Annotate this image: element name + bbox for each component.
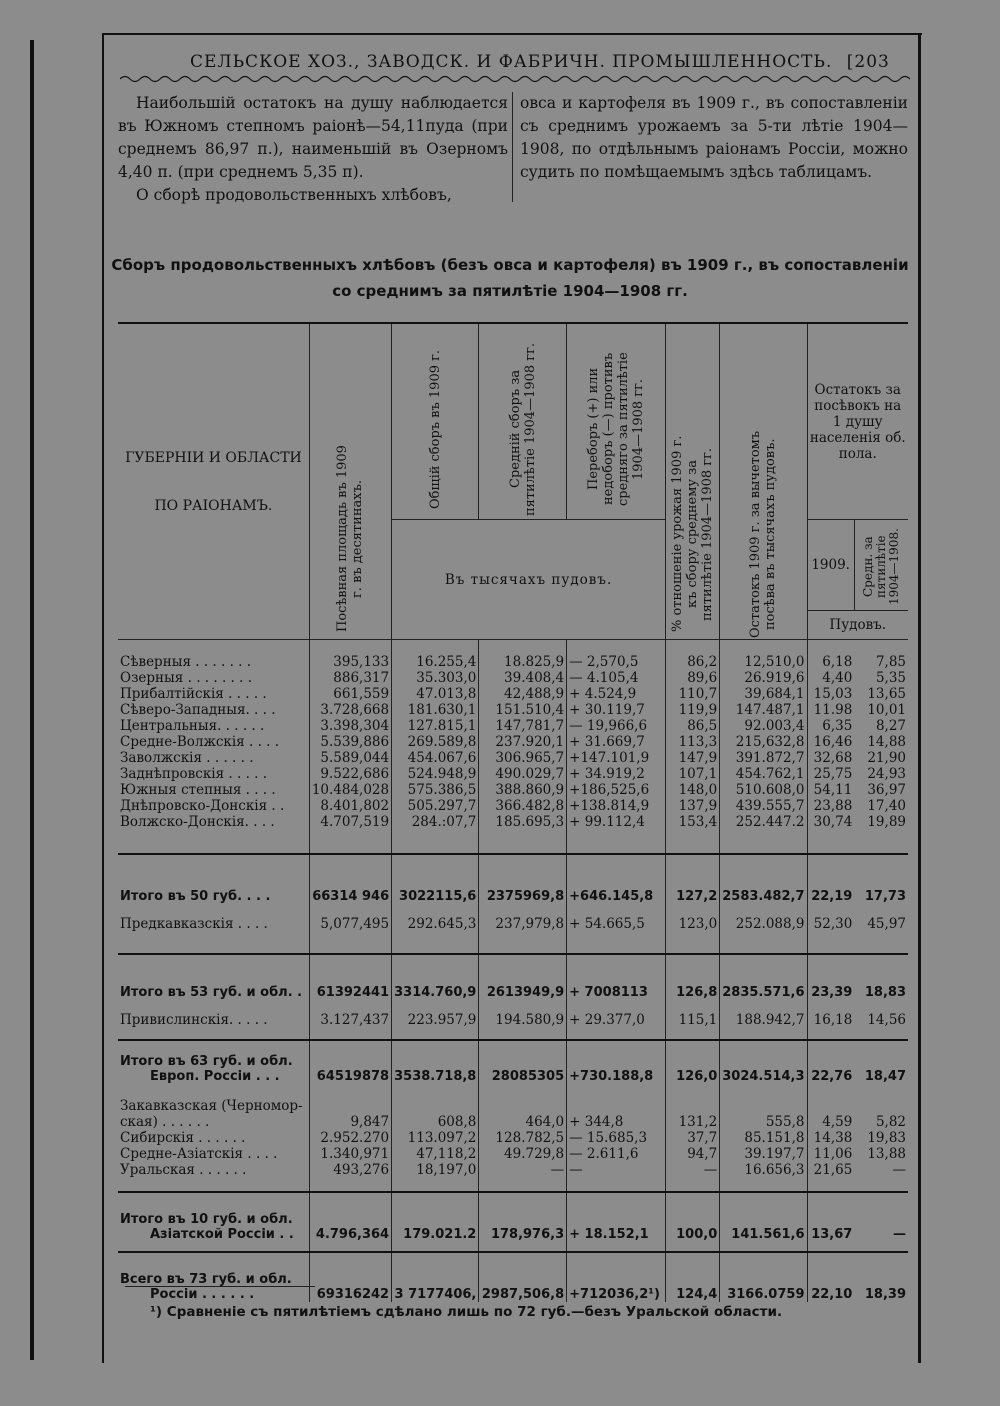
rest-cell: 252.447.2 — [720, 814, 807, 830]
area-cell: 4.796,364 — [309, 1192, 391, 1242]
avg-cell: 2375969,8 — [479, 854, 567, 904]
percap-avg-cell: 13,88 — [867, 1145, 906, 1162]
row-label-line: Закавказская (Черномор- — [120, 1097, 303, 1114]
row-label: Предкавказскія . . . . — [120, 915, 268, 932]
total-cell: 284.:07,7 — [392, 814, 479, 830]
diff-header — [567, 323, 666, 520]
pct-cell: 110,7 — [665, 686, 719, 702]
avg-cell: 49.729,8 — [479, 1146, 567, 1162]
rest-cell: 454.762,1 — [720, 766, 807, 782]
rest-cell: 141.561,6 — [720, 1192, 807, 1242]
percap-1909-cell: 30,74 — [807, 814, 854, 830]
total-cell: 35.303,0 — [392, 670, 479, 686]
percap-avg-cell: 18,83 — [864, 984, 906, 1000]
avg-header — [479, 323, 567, 520]
avg-header-text: Средній сборъ за пятилѣтіе 1904—1908 гг. — [507, 342, 538, 516]
table-row — [118, 654, 908, 670]
row-label: Уральская . . . . . . — [120, 1161, 247, 1178]
table-row — [118, 1098, 908, 1130]
total-row — [118, 1040, 908, 1084]
percap-avg-cell: 19,83 — [867, 1129, 906, 1146]
header-row — [118, 323, 908, 520]
row-label: Днѣпровско-Донскія . . — [120, 797, 285, 814]
pct-cell: 37,7 — [665, 1130, 719, 1146]
spacer-row — [118, 932, 908, 954]
percap-avg-cell: 13,65 — [867, 685, 906, 702]
spacer-row — [118, 640, 908, 654]
row-label: Волжско-Донскія. . . . — [120, 813, 275, 830]
wavy-divider — [120, 74, 910, 84]
avg-cell: 194.580,9 — [479, 1000, 567, 1028]
percap-avg-cell: — — [892, 1161, 906, 1178]
row-label — [118, 1040, 309, 1084]
area-header — [309, 323, 391, 640]
percap-avg-cell: 24,93 — [867, 765, 906, 782]
area-cell: 10.484,028 — [309, 782, 391, 798]
row-label-line: Россіи . . . . . . — [150, 1286, 255, 1302]
percap-avg-cell: 18,47 — [864, 1068, 906, 1084]
avg-cell: 39.408,4 — [479, 670, 567, 686]
total-cell: 3 7177406, — [392, 1252, 479, 1302]
total-cell: 454.067,6 — [392, 750, 479, 766]
diff-cell: + 30.119,7 — [567, 702, 666, 718]
spacer-row — [118, 830, 908, 854]
row-label: Сѣверныя . . . . . . . — [120, 653, 252, 670]
diff-cell: + 99.112,4 — [567, 814, 666, 830]
rest-cell: 39.197,7 — [720, 1146, 807, 1162]
total-cell: 47.013,8 — [392, 686, 479, 702]
avg-cell: 388.860,9 — [479, 782, 567, 798]
diff-header-text: Переборъ (+) или недоборъ (—) противъ средняго за пятилѣтіе 1904—1908 гг. — [586, 352, 647, 506]
pct-cell: 107,1 — [665, 766, 719, 782]
rest-cell: 12,510,0 — [720, 654, 807, 670]
intro-paragraph: овса и картофеля въ 1909 г., въ сопоставленіи съ среднимъ урожаемъ за 5-ти лѣтіе 1904—1908, по отдѣльнымъ раіонамъ Россіи, можно судить по помѣщаемымъ здѣсь таблицамъ. — [520, 94, 908, 181]
row-label — [118, 1252, 309, 1302]
total-cell: 18,197,0 — [392, 1162, 479, 1178]
pct-header — [665, 323, 719, 640]
total-cell: 575.386,5 — [392, 782, 479, 798]
percap-avg-cell: 18,39 — [864, 1286, 906, 1302]
table-row — [118, 686, 908, 702]
avg-percap-header-text: Средн. за пятилѣтіе 1904—1908. — [860, 528, 901, 606]
avg-cell: 237.920,1 — [479, 734, 567, 750]
avg-cell: 306.965,7 — [479, 750, 567, 766]
percap-1909-cell: 16,18 — [807, 1000, 854, 1028]
rest-cell: 555,8 — [720, 1098, 807, 1130]
pct-cell: 137,9 — [665, 798, 719, 814]
total-cell: 608,8 — [392, 1098, 479, 1130]
year-1909-header: 1909. — [807, 520, 854, 611]
avg-cell: 237,979,8 — [479, 904, 567, 932]
row-label: Заднѣпровскія . . . . . — [120, 765, 268, 782]
row-label: Озерныя . . . . . . . . — [120, 669, 252, 686]
table-row — [118, 734, 908, 750]
rest-cell: 92.003,4 — [720, 718, 807, 734]
row-label: Прибалтійскія . . . . . — [120, 685, 267, 702]
area-cell: 493,276 — [309, 1162, 391, 1178]
total-cell: 223.957,9 — [392, 1000, 479, 1028]
region-rows — [118, 654, 908, 830]
rest-cell: 26.919,6 — [720, 670, 807, 686]
rest-cell: 3024.514,3 — [720, 1040, 807, 1084]
row-label-line: Итого въ 63 губ. и обл. — [120, 1053, 293, 1069]
unit-puds-label: Пудовъ. — [807, 611, 908, 640]
diff-cell: + 7008113 — [567, 954, 666, 1000]
table-row — [118, 750, 908, 766]
avg-cell: 185.695,3 — [479, 814, 567, 830]
area-cell: 8.401,802 — [309, 798, 391, 814]
row-label-line: ская) . . . . . . — [120, 1113, 210, 1130]
intro-paragraph: Наибольшій остатокъ на душу наблюдается въ Южномъ степномъ раіонѣ—54,11пуда (при среднемъ 86,97 п.), наименьшій въ Озерномъ 4,40 п. (при среднемъ 5,35 п). — [118, 94, 508, 181]
diff-cell: — 19,966,6 — [567, 718, 666, 734]
table-title-line: Сборъ продовольственныхъ хлѣбовъ (безъ овса и картофеля) въ 1909 г., въ сопоставленіи — [111, 256, 909, 274]
table-row — [118, 782, 908, 798]
percap-avg-cell: 21,90 — [867, 749, 906, 766]
total-row — [118, 1192, 908, 1242]
percap-avg-cell: — — [893, 1226, 906, 1242]
area-cell: 886,317 — [309, 670, 391, 686]
percap-1909-cell: 4,40 — [807, 670, 854, 686]
rest-cell: 215,632,8 — [720, 734, 807, 750]
table-row — [118, 904, 908, 932]
percap-1909-cell: 6,18 — [807, 654, 854, 670]
table-row — [118, 1146, 908, 1162]
percap-1909-cell: 13,67 — [807, 1192, 854, 1242]
row-label: Заволжскія . . . . . . — [120, 749, 254, 766]
top-rule — [102, 33, 922, 35]
avg-cell: 28085305 — [479, 1040, 567, 1084]
pct-cell: 89,6 — [665, 670, 719, 686]
rest-cell: 2835.571,6 — [720, 954, 807, 1000]
rest-header — [720, 323, 807, 640]
percap-1909-cell: 32,68 — [807, 750, 854, 766]
area-cell: 69316242 — [309, 1252, 391, 1302]
percap-avg-cell: 7,85 — [875, 653, 906, 670]
diff-cell: +147.101,9 — [567, 750, 666, 766]
intro-left-column — [118, 92, 508, 207]
rest-cell: 2583.482,7 — [720, 854, 807, 904]
diff-cell: — — [567, 1162, 666, 1178]
percap-1909-cell: 54,11 — [807, 782, 854, 798]
table-row — [118, 702, 908, 718]
area-cell: 3.127,437 — [309, 1000, 391, 1028]
total-cell: 127.815,1 — [392, 718, 479, 734]
pct-cell: 126,8 — [665, 954, 719, 1000]
pct-header-text: % отношеніе урожая 1909 г. къ сбору среднему за пятилѣтіе 1904—1908 гг. — [670, 435, 716, 633]
row-label-line: Всего въ 73 губ. и обл. — [120, 1271, 292, 1287]
pct-cell: 127,2 — [665, 854, 719, 904]
rest-cell: 188.942,7 — [720, 1000, 807, 1028]
avg-cell: 2613949,9 — [479, 954, 567, 1000]
table-row — [118, 766, 908, 782]
percap-avg-cell: 5,35 — [875, 669, 906, 686]
column-divider — [512, 92, 513, 202]
percap-1909-cell: 23,88 — [807, 798, 854, 814]
total-cell: 269.589,8 — [392, 734, 479, 750]
diff-cell: + 4.524,9 — [567, 686, 666, 702]
region-header: ГУБЕРНІИ И ОБЛАСТИ ПО РАІОНАМЪ. — [118, 323, 309, 640]
diff-cell: +138.814,9 — [567, 798, 666, 814]
percap-avg-cell: 5,82 — [875, 1113, 906, 1130]
area-cell: 9.522,686 — [309, 766, 391, 782]
area-cell: 3.728,668 — [309, 702, 391, 718]
total-cell: 179.021.2 — [392, 1192, 479, 1242]
total-cell: 292.645,3 — [392, 904, 479, 932]
percap-avg-cell: 17,40 — [867, 797, 906, 814]
avg-cell: 2987,506,8 — [479, 1252, 567, 1302]
row-label-line: Итого въ 10 губ. и обл. — [120, 1211, 293, 1227]
area-cell: 64519878 — [309, 1040, 391, 1084]
avg-cell: 42,488,9 — [479, 686, 567, 702]
avg-cell: 147,781,7 — [479, 718, 567, 734]
total-row — [118, 954, 908, 1000]
diff-cell: + 29.377,0 — [567, 1000, 666, 1028]
rest-cell: 147.487,1 — [720, 702, 807, 718]
percap-1909-cell: 22,76 — [807, 1040, 854, 1084]
rest-header-text: Остатокъ 1909 г. за вычетомъ посѣва въ тысячахъ пудовъ. — [748, 430, 779, 638]
total-cell: 113.097,2 — [392, 1130, 479, 1146]
pct-cell: 123,0 — [665, 904, 719, 932]
page-number: [203 — [846, 52, 890, 72]
rest-cell: 16.656,3 — [720, 1162, 807, 1178]
right-margin-rule — [918, 33, 921, 1363]
table-row — [118, 814, 908, 830]
area-cell: 5.539,886 — [309, 734, 391, 750]
avg-percap-header — [854, 520, 908, 611]
area-cell: 1.340,971 — [309, 1146, 391, 1162]
total-cell: 3022115,6 — [392, 854, 479, 904]
row-label: Привислинскія. . . . . — [120, 1011, 268, 1028]
pct-cell: 86,5 — [665, 718, 719, 734]
total-cell: 181.630,1 — [392, 702, 479, 718]
pct-cell: 119,9 — [665, 702, 719, 718]
row-label: Итого въ 53 губ. и обл. . — [120, 984, 303, 1000]
diff-cell: + 18.152,1 — [567, 1192, 666, 1242]
row-label-line: Азіатской Россіи . . — [150, 1226, 294, 1242]
pct-cell: 147,9 — [665, 750, 719, 766]
intro-paragraph: О сборѣ продовольственныхъ хлѣбовъ, — [136, 186, 452, 204]
total-cell: 47,118,2 — [392, 1146, 479, 1162]
table-title-line: со среднимъ за пятилѣтіе 1904—1908 гг. — [332, 282, 688, 300]
percap-avg-cell: 36,97 — [867, 781, 906, 798]
percap-1909-cell: 22,19 — [807, 854, 854, 904]
percap-1909-cell: 25,75 — [807, 766, 854, 782]
summary-rows — [118, 830, 908, 1302]
total-cell: 524.948,9 — [392, 766, 479, 782]
table-row — [118, 718, 908, 734]
pct-cell: 113,3 — [665, 734, 719, 750]
table-row — [118, 670, 908, 686]
percap-1909-cell: 11,06 — [807, 1146, 854, 1162]
area-cell: 5.589,044 — [309, 750, 391, 766]
percap-1909-cell: 15,03 — [807, 686, 854, 702]
avg-cell: 18.825,9 — [479, 654, 567, 670]
diff-cell: — 4.105,4 — [567, 670, 666, 686]
per-capita-header: Остатокъ за посѣвокъ на 1 душу населенія об. пола. — [807, 323, 908, 520]
table-row — [118, 1130, 908, 1146]
avg-cell: 366.482,8 — [479, 798, 567, 814]
area-cell: 5,077,495 — [309, 904, 391, 932]
rest-cell: 391.872,7 — [720, 750, 807, 766]
footnote: ¹) Сравненіе съ пятилѣтіемъ сдѣлано лишь по 72 губ.—безъ Уральской области. — [150, 1304, 783, 1320]
diff-cell: +712036,2¹) — [567, 1252, 666, 1302]
diff-cell: + 344,8 — [567, 1098, 666, 1130]
harvest-table — [118, 322, 908, 1302]
spacer-row — [118, 1178, 908, 1192]
percap-1909-cell: 4,59 — [807, 1098, 854, 1130]
percap-avg-cell: 10,01 — [867, 701, 906, 718]
rest-cell: 439.555,7 — [720, 798, 807, 814]
area-cell: 66314 946 — [309, 854, 391, 904]
rest-cell: 85.151,8 — [720, 1130, 807, 1146]
row-label — [118, 1098, 309, 1130]
pct-cell: 100,0 — [665, 1192, 719, 1242]
intro-right-column — [520, 92, 908, 184]
area-cell: 2.952.270 — [309, 1130, 391, 1146]
row-label — [118, 1192, 309, 1242]
total-row — [118, 854, 908, 904]
total-cell: 3538.718,8 — [392, 1040, 479, 1084]
diff-cell: + 31.669,7 — [567, 734, 666, 750]
spacer-row — [118, 1028, 908, 1040]
rest-cell: 3166.0759 — [720, 1252, 807, 1302]
total-header — [392, 323, 479, 520]
area-header-text: Посѣвная площадь въ 1909 г. въ десятинахъ. — [335, 445, 366, 633]
table-row — [118, 1162, 908, 1178]
percap-1909-cell: 11.98 — [807, 702, 854, 718]
avg-cell: 178,976,3 — [479, 1192, 567, 1242]
table-title — [110, 252, 910, 304]
avg-cell: 128.782,5 — [479, 1130, 567, 1146]
diff-cell: + 34.919,2 — [567, 766, 666, 782]
pct-cell: 153,4 — [665, 814, 719, 830]
percap-1909-cell: 23,39 — [807, 954, 854, 1000]
running-header — [190, 52, 890, 72]
left-margin-rule — [102, 33, 104, 1363]
table-row — [118, 1000, 908, 1028]
pct-cell: 131,2 — [665, 1098, 719, 1130]
area-cell: 4.707,519 — [309, 814, 391, 830]
area-cell: 395,133 — [309, 654, 391, 670]
percap-1909-cell: 16,46 — [807, 734, 854, 750]
avg-cell: 151.510,4 — [479, 702, 567, 718]
avg-cell: 490.029,7 — [479, 766, 567, 782]
area-cell: 61392441 — [309, 954, 391, 1000]
avg-cell: 464,0 — [479, 1098, 567, 1130]
pct-cell: 94,7 — [665, 1146, 719, 1162]
avg-cell: — — [479, 1162, 567, 1178]
footnote-rule — [125, 1286, 315, 1287]
row-label: Средне-Азіатскія . . . . — [120, 1145, 278, 1162]
percap-1909-cell: 52,30 — [807, 904, 854, 932]
percap-avg-cell: 19,89 — [867, 813, 906, 830]
pct-cell: 124,4 — [665, 1252, 719, 1302]
diff-cell: — 2.611,6 — [567, 1146, 666, 1162]
percap-1909-cell: 14,38 — [807, 1130, 854, 1146]
diff-cell: +186,525,6 — [567, 782, 666, 798]
percap-avg-cell: 45,97 — [867, 915, 906, 932]
row-label-line: Европ. Россіи . . . — [150, 1068, 280, 1084]
percap-avg-cell: 14,56 — [867, 1011, 906, 1028]
diff-cell: +730.188,8 — [567, 1040, 666, 1084]
percap-avg-cell: 14,88 — [867, 733, 906, 750]
row-label: Центральныя. . . . . . — [120, 717, 265, 734]
rest-cell: 39,684,1 — [720, 686, 807, 702]
percap-avg-cell: 17,73 — [864, 888, 906, 904]
percap-avg-cell: 8,27 — [875, 717, 906, 734]
total-cell: 16.255,4 — [392, 654, 479, 670]
rest-cell: 510.608,0 — [720, 782, 807, 798]
row-label: Сибирскія . . . . . . — [120, 1129, 246, 1146]
spacer-row — [118, 1242, 908, 1252]
row-label: Сѣверо-Западныя. . . . — [120, 701, 276, 718]
rest-cell: 252.088,9 — [720, 904, 807, 932]
diff-cell: +646.145,8 — [567, 854, 666, 904]
total-cell: 505.297,7 — [392, 798, 479, 814]
diff-cell: — 15.685,3 — [567, 1130, 666, 1146]
total-row — [118, 1252, 908, 1302]
percap-1909-cell: 21,65 — [807, 1162, 854, 1178]
pct-cell: 148,0 — [665, 782, 719, 798]
total-header-text: Общій сборъ въ 1909 г. — [427, 349, 443, 509]
unit-thousands-label: Въ тысячахъ пудовъ. — [392, 520, 666, 640]
area-cell: 661,559 — [309, 686, 391, 702]
area-cell: 3.398,304 — [309, 718, 391, 734]
percap-1909-cell: 6,35 — [807, 718, 854, 734]
row-label: Южныя степныя . . . . — [120, 781, 276, 798]
area-cell: 9,847 — [309, 1098, 391, 1130]
diff-cell: — 2,570,5 — [567, 654, 666, 670]
diff-cell: + 54.665,5 — [567, 904, 666, 932]
pct-cell: — — [665, 1162, 719, 1178]
pct-cell: 115,1 — [665, 1000, 719, 1028]
row-label: Итого въ 50 губ. . . . — [120, 888, 271, 904]
pct-cell: 86,2 — [665, 654, 719, 670]
pct-cell: 126,0 — [665, 1040, 719, 1084]
table-row — [118, 798, 908, 814]
row-label: Средне-Волжскія . . . . — [120, 733, 280, 750]
total-cell: 3314.760,9 — [392, 954, 479, 1000]
header-title: СЕЛЬСКОЕ ХОЗ., ЗАВОДСК. И ФАБРИЧН. ПРОМЫШЛЕННОСТЬ. — [190, 52, 833, 72]
percap-1909-cell: 22,10 — [807, 1252, 854, 1302]
spacer-row — [118, 1084, 908, 1098]
page-edge-rule — [30, 40, 34, 1360]
